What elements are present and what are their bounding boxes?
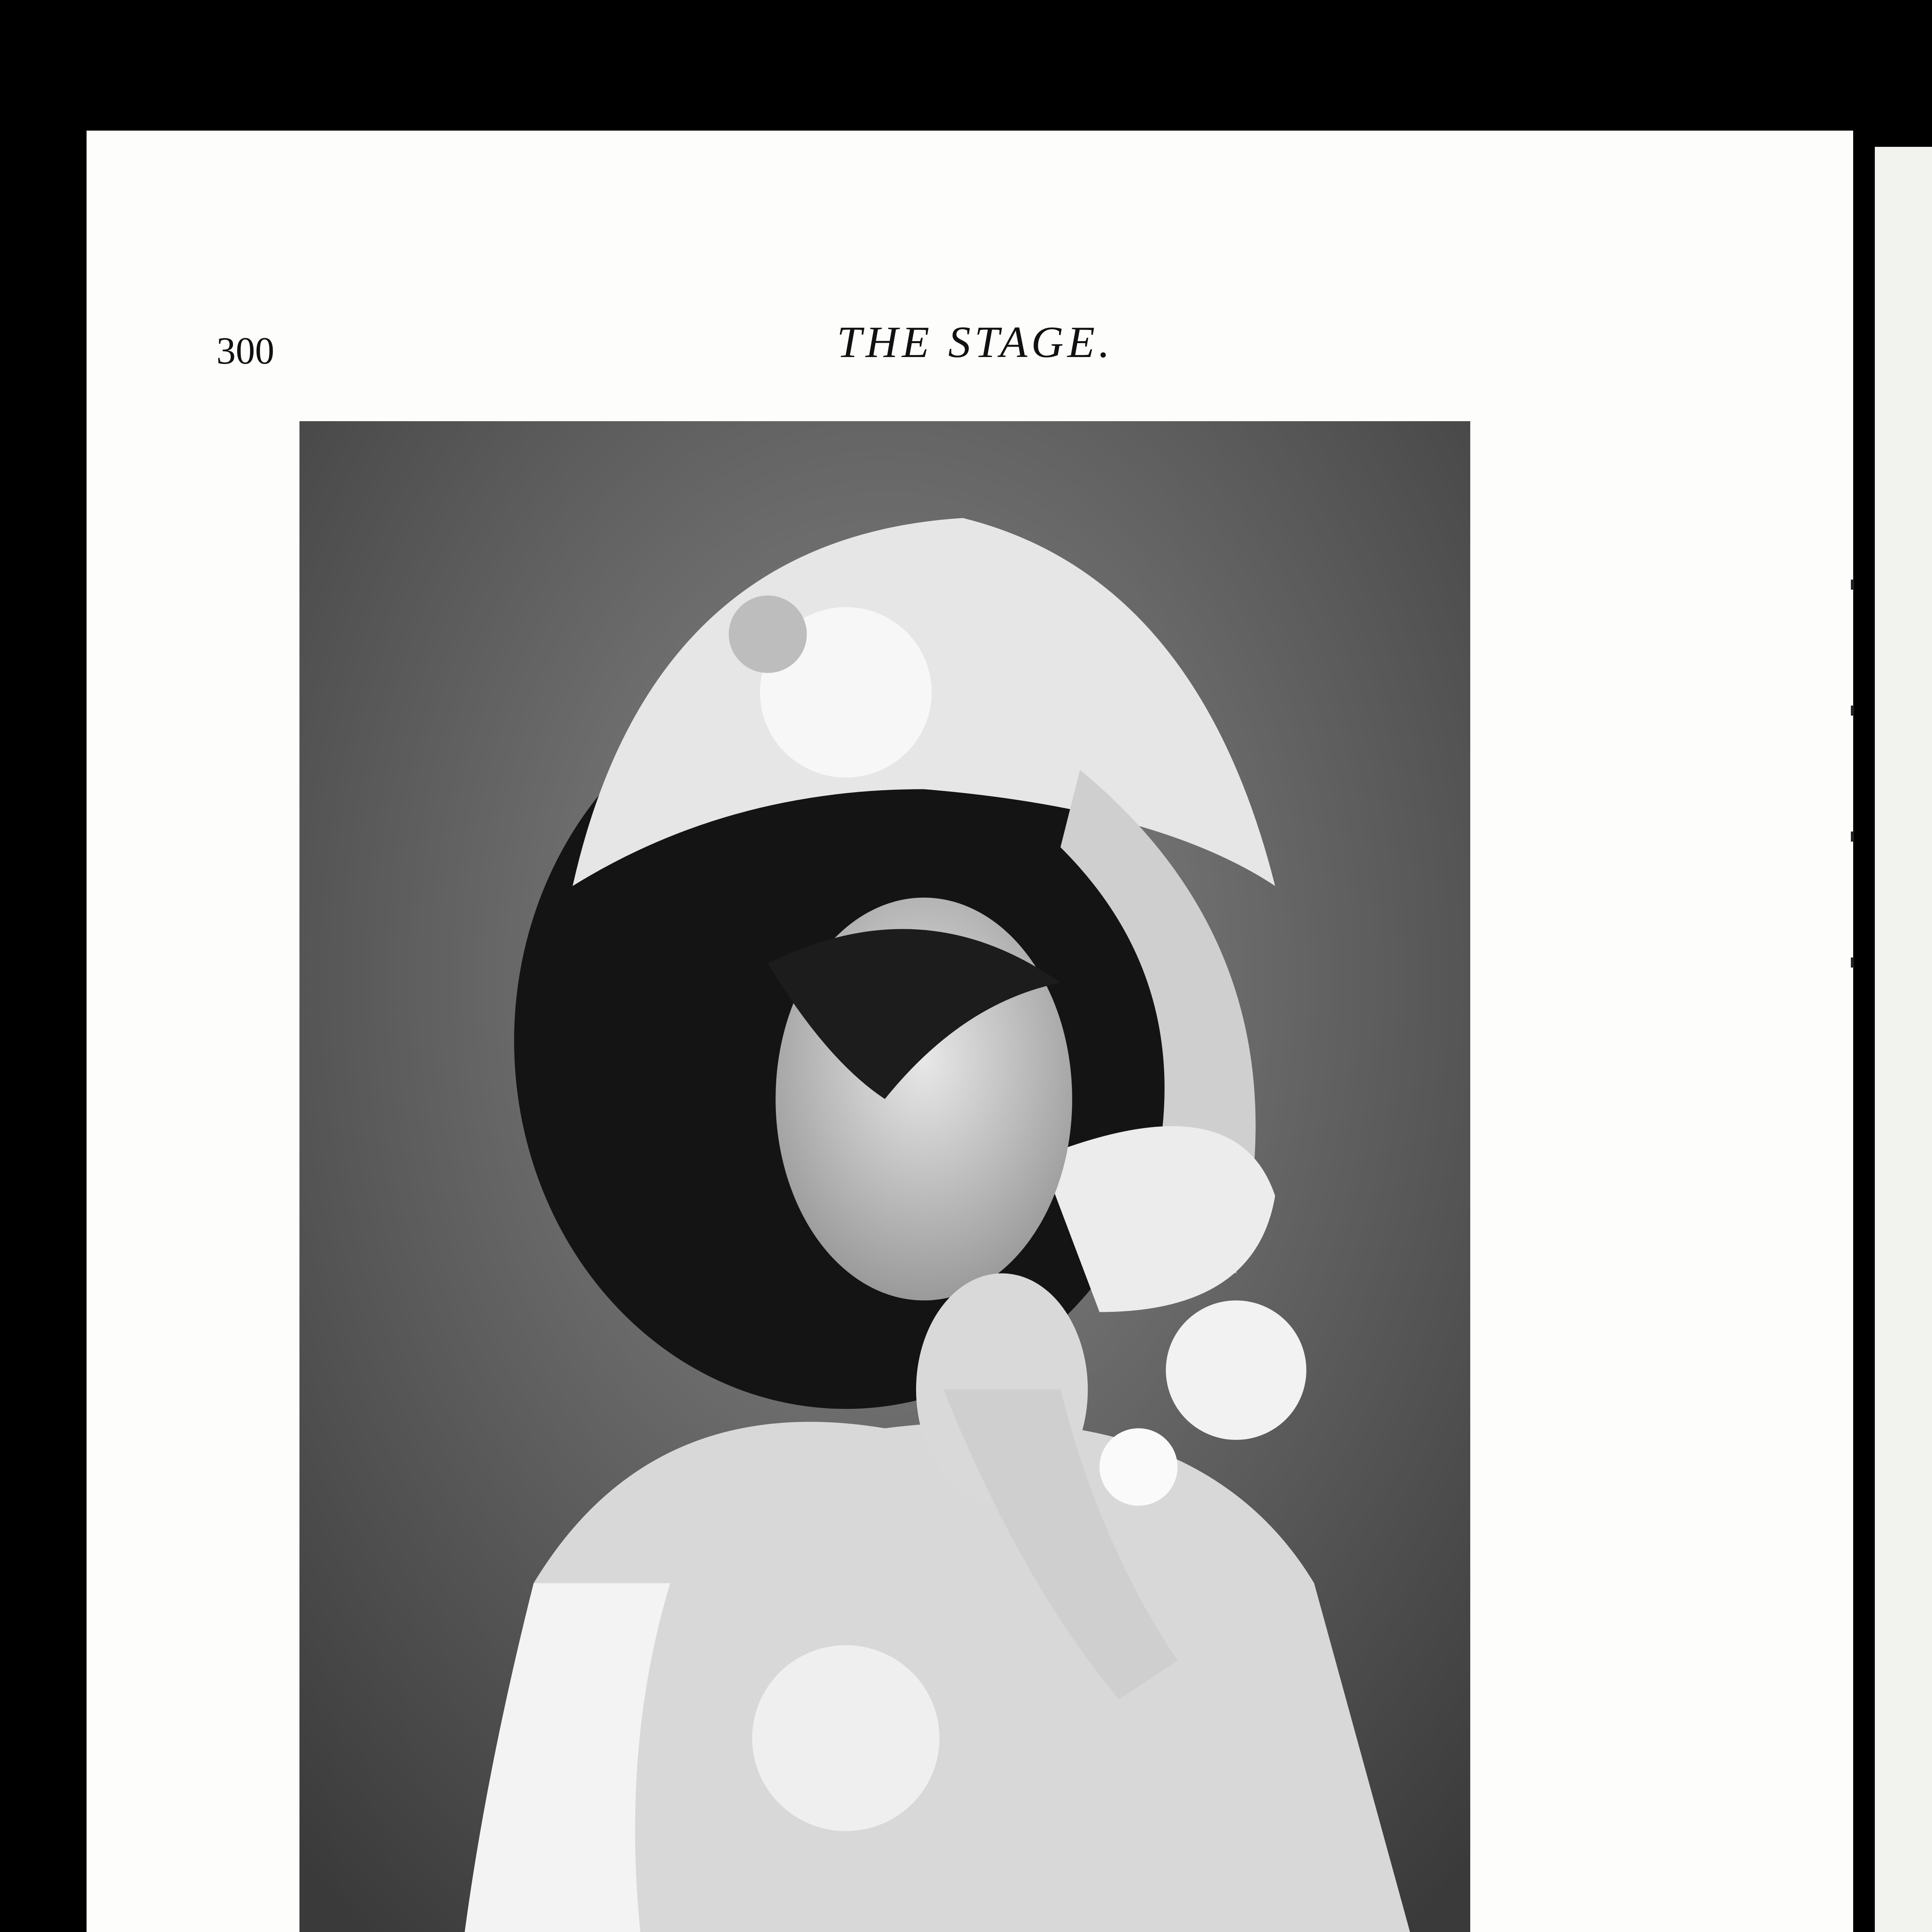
facing-page-edge [1866,147,1932,1932]
running-title: THE STAGE. [837,318,1114,367]
gutter-marks [1851,580,1855,1275]
portrait-photograph [299,421,1470,1932]
page-number: 300 [216,329,274,372]
